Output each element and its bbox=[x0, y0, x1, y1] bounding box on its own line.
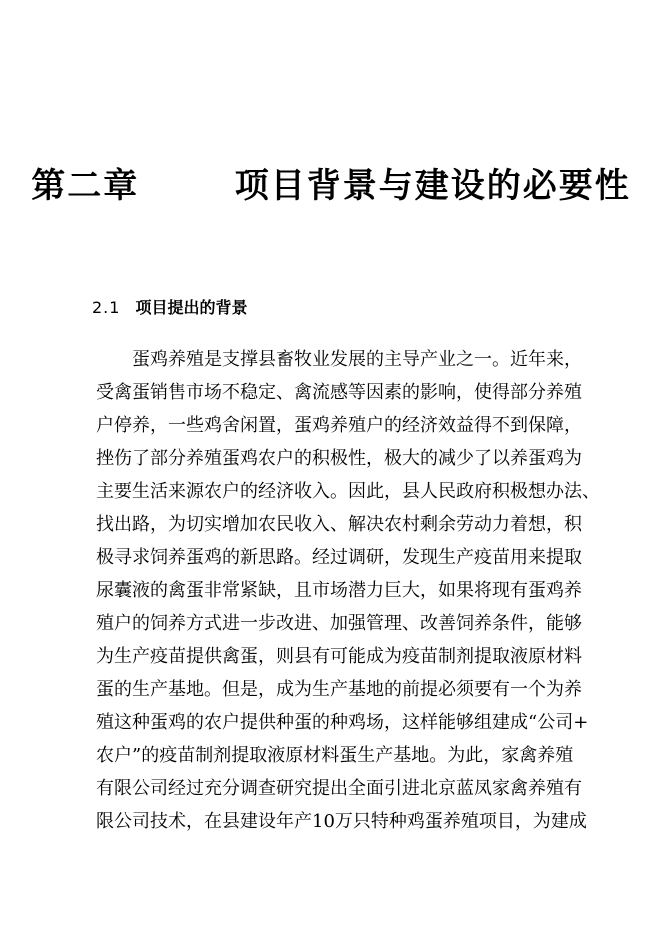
body-paragraph bbox=[96, 343, 600, 838]
paragraph-line: 极寻求饲养蛋鸡的新思路。经过调研，发现生产疫苗用来提取 bbox=[96, 547, 582, 568]
paragraph-line: 农户”的疫苗制剂提取液原材料蛋生产基地。为此，家禽养殖 bbox=[96, 745, 574, 766]
paragraph-line: 限公司技术，在县建设年产10万只特种鸡蛋养殖项目，为建成 bbox=[96, 811, 587, 832]
paragraph-line: 主要生活来源农户的经济收入。因此，县人民政府积极想办法、 bbox=[96, 481, 600, 502]
paragraph-line: 受禽蛋销售市场不稳定、禽流感等因素的影响，使得部分养殖 bbox=[96, 382, 582, 403]
paragraph-line: 挫伤了部分养殖蛋鸡农户的积极性，极大的减少了以养蛋鸡为 bbox=[96, 448, 582, 469]
paragraph-line: 尿囊液的禽蛋非常紧缺，且市场潜力巨大，如果将现有蛋鸡养 bbox=[96, 580, 582, 601]
section-number: 2.1 bbox=[92, 298, 121, 317]
paragraph-line: 殖这种蛋鸡的农户提供种蛋的种鸡场，这样能够组建成“公司+ bbox=[96, 712, 589, 733]
paragraph-line: 有限公司经过充分调查研究提出全面引进北京蓝凤家禽养殖有 bbox=[96, 778, 582, 799]
paragraph-line: 为生产疫苗提供禽蛋，则县有可能成为疫苗制剂提取液原材料 bbox=[96, 646, 582, 667]
chapter-title: 第二章 项目背景与建设的必要性 bbox=[31, 166, 631, 206]
paragraph-line: 殖户的饲养方式进一步改进、加强管理、改善饲养条件，能够 bbox=[96, 613, 582, 634]
paragraph-line: 找出路，为切实增加农民收入、解决农村剩余劳动力着想，积 bbox=[96, 514, 582, 535]
section-heading bbox=[92, 295, 248, 318]
section-title: 项目提出的背景 bbox=[135, 298, 248, 317]
paragraph-line: 蛋鸡养殖是支撑县畜牧业发展的主导产业之一。近年来， bbox=[132, 349, 582, 370]
paragraph-line: 蛋的生产基地。但是，成为生产基地的前提必须要有一个为养 bbox=[96, 679, 582, 700]
paragraph-line: 户停养，一些鸡舍闲置，蛋鸡养殖户的经济效益得不到保障， bbox=[96, 415, 582, 436]
